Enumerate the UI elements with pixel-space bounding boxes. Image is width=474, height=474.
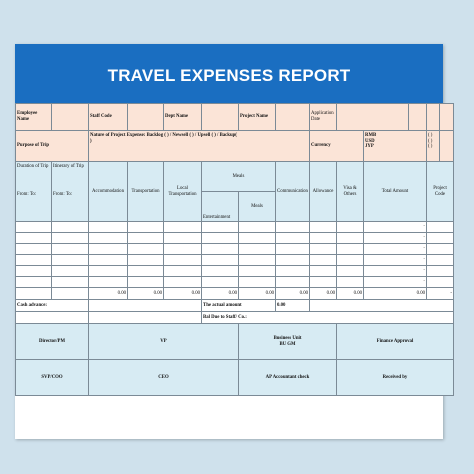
vp-signoff[interactable]: VP	[89, 324, 239, 360]
purpose-of-trip-label: Purpose of Trip	[16, 131, 89, 162]
total-communication: 0.00	[276, 288, 310, 300]
duration-of-trip-header: Duration of Trip From: To:	[16, 162, 52, 222]
application-date-field[interactable]	[337, 104, 409, 131]
application-date-label: Application Date	[310, 104, 337, 131]
actual-amount-value: 0.00	[276, 300, 310, 312]
expense-row[interactable]: -	[16, 277, 454, 288]
employee-name-label: Employee Name	[16, 104, 52, 131]
currency-jyp: JYP	[365, 144, 374, 150]
svp-coo-signoff[interactable]: SVP/COO	[16, 360, 89, 396]
totals-row	[16, 288, 454, 300]
meals-group-header: Meals	[202, 162, 276, 192]
accommodation-header: Accommodation	[89, 162, 128, 222]
total-amount-header: Total Amount	[364, 162, 427, 222]
entertainment-header: Entertainment	[202, 192, 239, 222]
dept-name-label: Dept Name	[164, 104, 202, 131]
total-transportation: 0.00	[128, 288, 164, 300]
report-title-banner: TRAVEL EXPENSES REPORT	[15, 44, 443, 103]
cash-advance-field[interactable]	[89, 300, 202, 312]
communication-header: Communication	[276, 162, 310, 222]
project-name-field[interactable]	[276, 104, 310, 131]
actual-amount-label: The actual amount	[202, 300, 276, 312]
dept-name-field[interactable]	[202, 104, 239, 131]
received-by-signoff[interactable]: Received by	[337, 360, 454, 396]
expense-report-sheet	[15, 44, 452, 439]
transportation-header: Transportation	[128, 162, 164, 222]
nature-line-1: Nature of Project Expense: Backlog ( ) / Newsell ( ) / Upsell ( ) / Backup(	[90, 133, 237, 138]
cash-advance-label: Cash advance:	[16, 300, 89, 312]
expense-row[interactable]: -	[16, 222, 454, 233]
cash-advance-row	[16, 300, 454, 312]
nature-of-project-expense	[89, 131, 310, 162]
approval-row-2	[16, 360, 454, 396]
employee-name-field[interactable]	[52, 104, 89, 131]
total-visa-others: 0.00	[337, 288, 364, 300]
project-code-header: Project Code	[427, 162, 454, 222]
project-name-label: Project Name	[239, 104, 276, 131]
expense-report-table	[15, 103, 454, 396]
total-local-transportation: 0.00	[164, 288, 202, 300]
staff-code-label: Staff Code	[89, 104, 128, 131]
currency-checkboxes[interactable]: ( ) ( ) ( )	[427, 131, 440, 162]
column-header-row	[16, 162, 454, 192]
total-project-code: -	[427, 288, 454, 300]
expense-row[interactable]: -	[16, 266, 454, 277]
total-accommodation: 0.00	[89, 288, 128, 300]
header-spare-1	[409, 104, 427, 131]
finance-approval-signoff[interactable]: Finance Approval	[337, 324, 454, 360]
total-meals: 0.00	[239, 288, 276, 300]
itinerary-of-trip-header: Itinerary of Trip From: To:	[52, 162, 89, 222]
ap-accountant-check[interactable]: AP Accountant check	[239, 360, 337, 396]
balance-due-row	[16, 312, 454, 324]
header-spare-3	[440, 104, 454, 131]
allowance-header: Allowance	[310, 162, 337, 222]
nature-line-2: )	[90, 138, 92, 144]
total-amount: 0.00	[364, 288, 427, 300]
meals-header: Meals	[239, 192, 276, 222]
balance-due-label: Bal Due to Staff/ Co.:	[202, 312, 454, 324]
expense-row[interactable]: -	[16, 244, 454, 255]
approval-row-1	[16, 324, 454, 360]
currency-label: Currency	[310, 131, 364, 162]
visa-others-header: Visa & Others	[337, 162, 364, 222]
purpose-spare	[440, 131, 454, 162]
total-entertainment: 0.00	[202, 288, 239, 300]
local-transportation-header: Local Transportation	[164, 162, 202, 222]
currency-rmb: RMB	[365, 133, 377, 138]
expense-row[interactable]: -	[16, 255, 454, 266]
employee-info-row	[16, 104, 454, 131]
purpose-row	[16, 131, 454, 162]
director-pm-signoff[interactable]: Director/PM	[16, 324, 89, 360]
staff-code-field[interactable]	[128, 104, 164, 131]
currency-usd: USD	[365, 138, 375, 144]
expense-row[interactable]: -	[16, 233, 454, 244]
total-allowance: 0.00	[310, 288, 337, 300]
business-unit-signoff[interactable]: Business Unit BU GM	[239, 324, 337, 360]
header-spare-2	[427, 104, 440, 131]
currency-list	[364, 131, 427, 162]
ceo-signoff[interactable]: CEO	[89, 360, 239, 396]
